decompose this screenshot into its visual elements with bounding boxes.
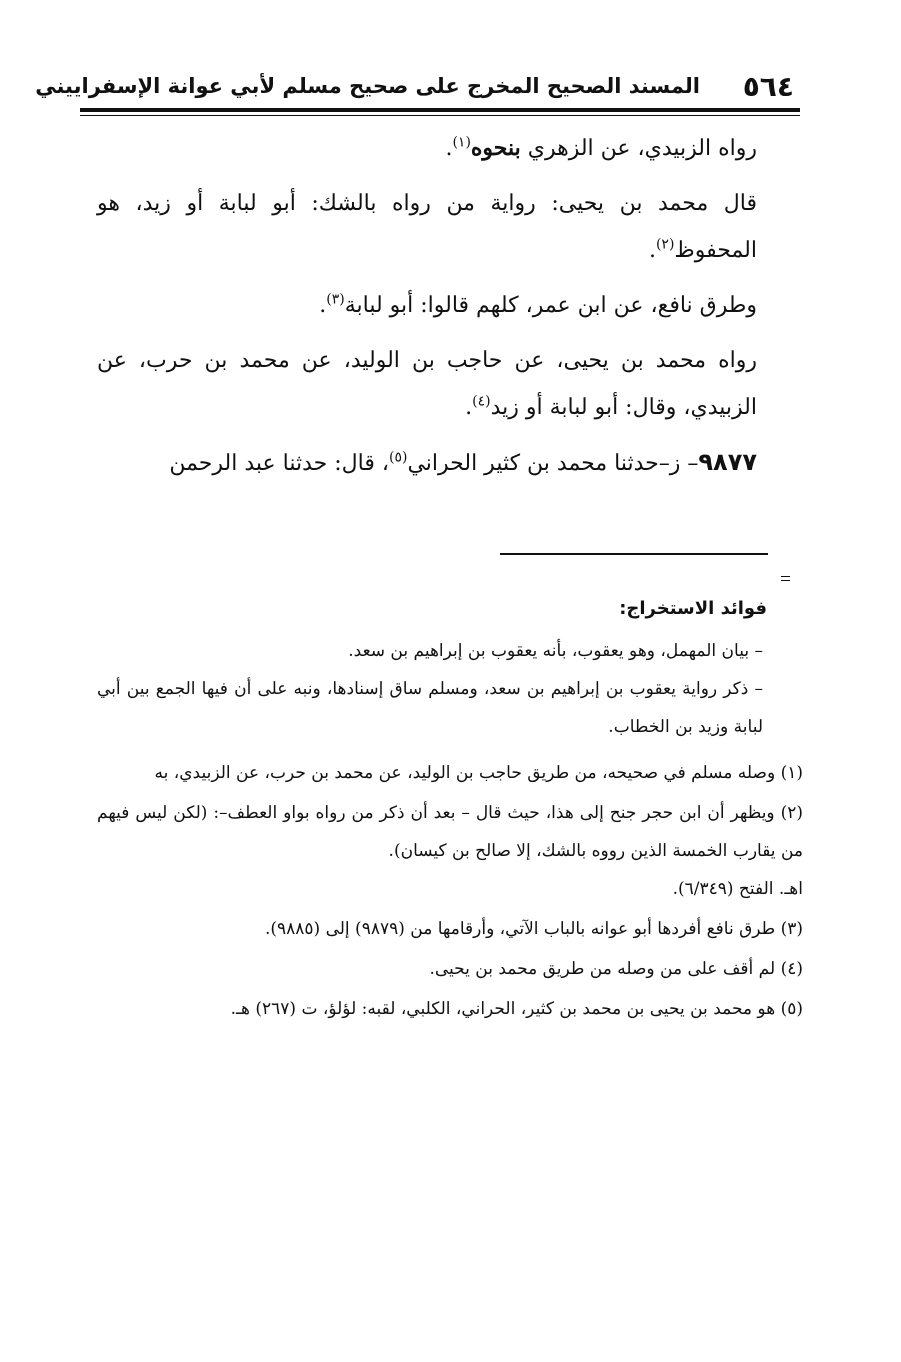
fawaid-heading: فوائد الاستخراج: xyxy=(619,598,767,619)
paragraph-2: قال محمد بن يحيى: رواية من رواه بالشك: أبو لبابة أو زيد، هو المحفوظ$^{(٢)}$. xyxy=(97,191,757,263)
footnote-1: (١) وصله مسلم في صحيحه، من طريق حاجب بن الوليد، عن محمد بن حرب، عن الزبيدي، به xyxy=(154,763,803,783)
footnote-separator xyxy=(500,553,768,555)
footnotes-area xyxy=(97,590,803,1028)
header-rule-thick xyxy=(80,108,800,112)
footnote-5: (٥) هو محمد بن يحيى بن محمد بن كثير، الحراني، الكلبي، لقبه: لؤلؤ، ت (٢٦٧) هـ. xyxy=(230,999,803,1019)
page-header xyxy=(35,64,800,106)
fawaid-item: – بيان المهمل، وهو يعقوب، بأنه يعقوب بن إبراهيم بن سعد. xyxy=(348,641,763,661)
paragraph-4: رواه محمد بن يحيى، عن حاجب بن الوليد، عن محمد بن حرب، عن الزبيدي، وقال: أبو لبابة أو زيد$^{(٤)}$. xyxy=(97,348,757,420)
footnote-3: (٣) طرق نافع أفردها أبو عوانه بالباب الآتي، وأرقامها من (٩٨٧٩) إلى (٩٨٨٥). xyxy=(264,919,803,939)
footnote-ref-5[interactable]: (٥) xyxy=(388,449,408,466)
page-number: ٥٦٤ xyxy=(742,70,794,103)
paragraph-1: رواه الزبيدي، عن الزهري بنحوه$^{(١)}$. xyxy=(445,134,757,161)
header-rule-thin xyxy=(80,115,800,116)
footnote-2: (٢) ويظهر أن ابن حجر جنح إلى هذا، حيث قال – بعد أن ذكر من رواه بواو العطف–: (لكن ليس فيهم من يقارب الخمسة الذين رووه بالشك، إلا صالح بن كيسان). xyxy=(97,803,803,861)
paragraph-3: وطرق نافع، عن ابن عمر، كلهم قالوا: أبو لبابة$^{(٣)}$. xyxy=(319,291,757,318)
running-title: المسند الصحيح المخرج على صحيح مسلم لأبي عوانة الإسفراييني xyxy=(35,74,700,98)
footnote-ref-1[interactable]: (١) xyxy=(452,134,471,151)
hadith-number: ٩٨٧٧ xyxy=(698,448,757,476)
paragraph-5: ٩٨٧٧– ز–حدثنا محمد بن كثير الحراني$^{(٥)}$، قال: حدثنا عبد الرحمن xyxy=(169,448,757,476)
footnote-continuation-mark xyxy=(781,576,790,577)
footnote-ref-3[interactable]: (٣) xyxy=(326,291,345,308)
fawaid-item: – ذكر رواية يعقوب بن إبراهيم بن سعد، ومسلم ساق إسنادها، ونبه على أن فيها الجمع بين أبي لبابة وزيد بن الخطاب. xyxy=(97,679,763,737)
footnote-continuation-mark xyxy=(781,580,790,581)
footnote-4: (٤) لم أقف على من وصله من طريق محمد بن يحيى. xyxy=(429,959,803,979)
footnote-ref-4[interactable]: (٤) xyxy=(472,393,491,410)
main-text xyxy=(97,125,809,487)
bold-word: بنحوه xyxy=(470,135,521,161)
footnote-ref-2[interactable]: (٢) xyxy=(655,236,675,253)
footnote-2-citation: اهـ. الفتح (٦/٣٤٩). xyxy=(672,879,803,899)
